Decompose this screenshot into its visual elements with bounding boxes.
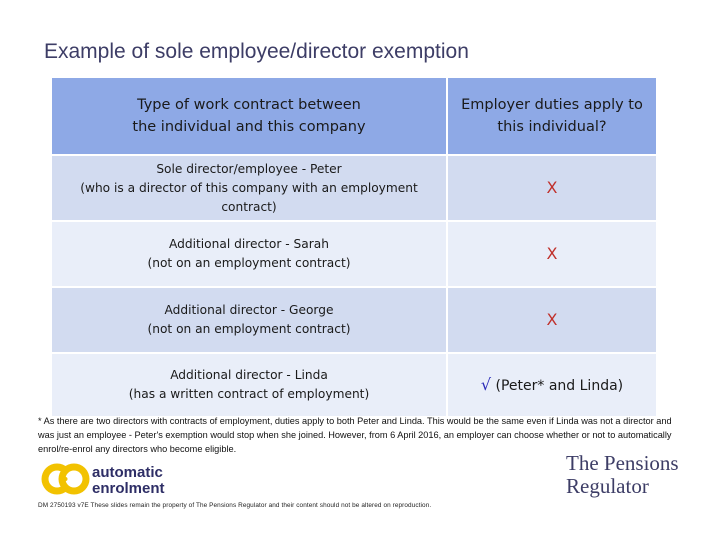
disclaimer: DM 2750193 v7E These slides remain the property of The Pensions Regulator and their content should not be altered on reproduction. bbox=[38, 502, 432, 509]
row-duties-cell bbox=[448, 352, 656, 416]
table-row bbox=[52, 220, 656, 286]
row-contract-cell: Sole director/employee - Peter (who is a director of this company with an employment contract) bbox=[52, 154, 448, 220]
row-contract-cell: Additional director - Linda (has a written contract of employment) bbox=[52, 352, 448, 416]
slide-title: Example of sole employee/director exemption bbox=[44, 40, 469, 63]
table-header-row bbox=[52, 78, 656, 154]
tick-mark: √ bbox=[480, 374, 492, 394]
header-duties-apply: Employer duties apply to this individual? bbox=[448, 78, 656, 154]
cross-mark: X bbox=[546, 309, 558, 329]
table-row bbox=[52, 352, 656, 416]
row-contract-cell: Additional director - George (not on an employment contract) bbox=[52, 286, 448, 352]
row-contract-cell: Additional director - Sarah (not on an employment contract) bbox=[52, 220, 448, 286]
tick-note: (Peter* and Linda) bbox=[491, 377, 624, 394]
logo-word-1: automatic bbox=[92, 464, 163, 481]
pensions-regulator-logo: The Pensions Regulator bbox=[566, 451, 679, 498]
footnote: * As there are two directors with contracts of employment, duties apply to both Peter and Linda. This would be the same even if Linda was not a director and was just an employee - Peter's exemption would stop when she joined. However, from 6 April 2016, an employer can choose whether or not to automatically enrol/re-enrol any directors who become eligible. bbox=[38, 416, 672, 454]
table-row bbox=[52, 154, 656, 220]
cross-mark: X bbox=[546, 243, 558, 263]
header-contract-type: Type of work contract between the individual and this company bbox=[52, 78, 448, 154]
cross-mark: X bbox=[546, 177, 558, 197]
row-duties-cell bbox=[448, 220, 656, 286]
exemption-table bbox=[52, 78, 656, 416]
automatic-enrolment-logo bbox=[40, 461, 190, 497]
row-duties-cell bbox=[448, 286, 656, 352]
table-row bbox=[52, 286, 656, 352]
row-duties-cell bbox=[448, 154, 656, 220]
logo-word-2: enrolment bbox=[92, 480, 165, 497]
